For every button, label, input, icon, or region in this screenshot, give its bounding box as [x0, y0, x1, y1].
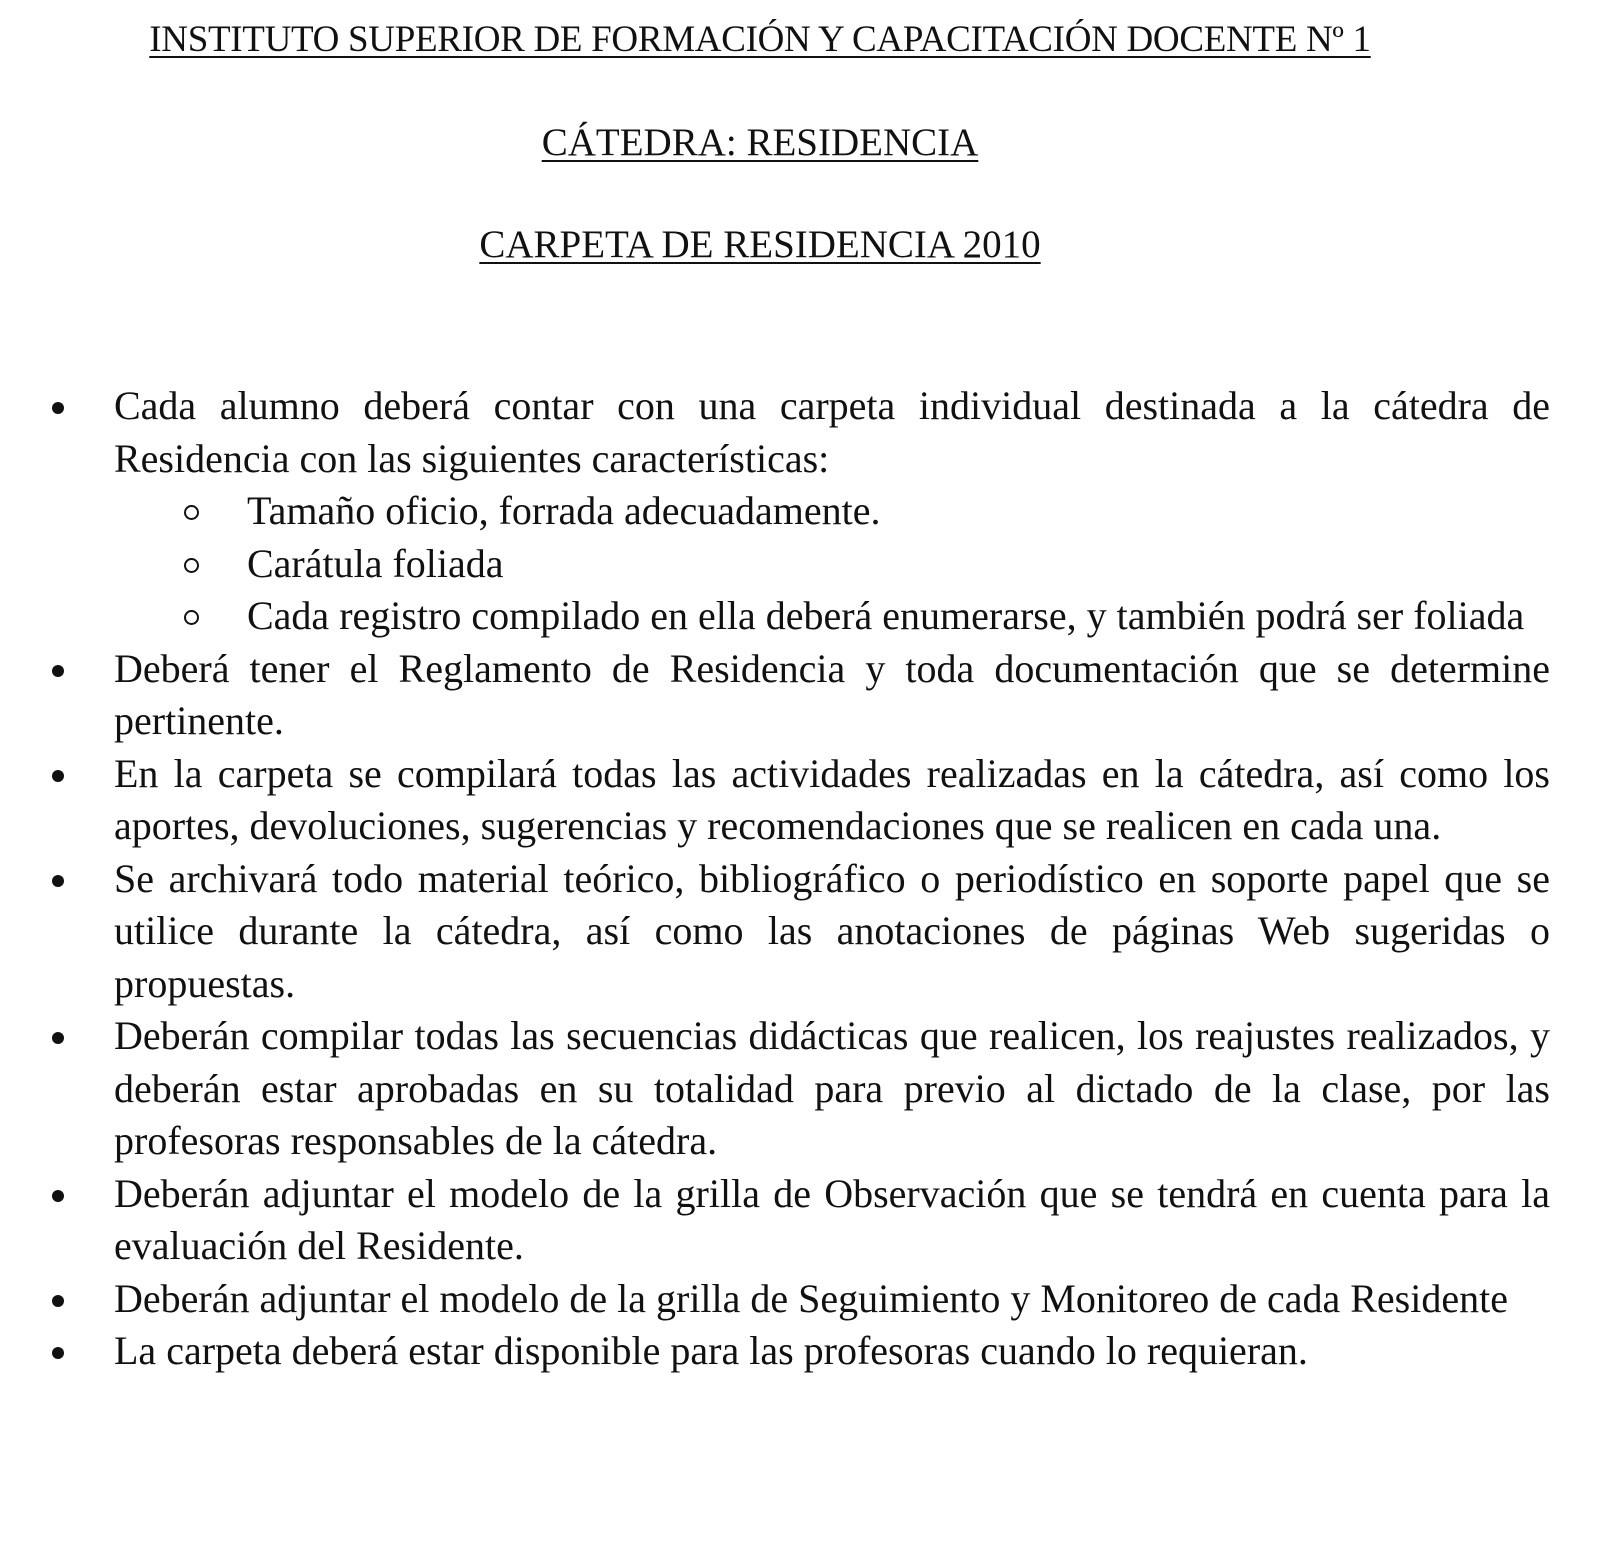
- bullet-icon: [52, 1032, 64, 1044]
- item-text: Deberán compilar todas las secuencias didácticas que realicen, los reajustes realizados, y deberán estar aprobadas en su totalidad para previo al dictado de la clase, por las profesoras responsables de la cátedra.: [114, 1013, 1550, 1163]
- document-title: CARPETA DE RESIDENCIA 2010: [479, 223, 1041, 266]
- sub-item-text: Cada registro compilado en ella deberá enumerarse, y también podrá ser foliada: [247, 593, 1525, 638]
- item-text: Cada alumno deberá contar con una carpeta individual destinada a la cátedra de Residencia con las siguientes características:: [114, 383, 1550, 481]
- sub-list-item: [114, 485, 1550, 538]
- sub-item-text: Carátula foliada: [247, 540, 504, 586]
- sub-list-item: [114, 590, 1550, 643]
- circle-bullet-icon: [184, 505, 199, 520]
- item-text: Deberán adjuntar el modelo de la grilla de Seguimiento y Monitoreo de cada Residente: [114, 1275, 1508, 1321]
- requirements-list: [0, 380, 1600, 1378]
- list-item: [0, 1325, 1550, 1378]
- institution-heading: INSTITUTO SUPERIOR DE FORMACIÓN Y CAPACITACIÓN DOCENTE Nº 1: [149, 19, 1371, 60]
- bullet-icon: [52, 770, 64, 782]
- circle-bullet-icon: [184, 558, 199, 573]
- bullet-icon: [52, 1295, 64, 1307]
- bullet-icon: [52, 1190, 64, 1202]
- subject-heading: CÁTEDRA: RESIDENCIA: [541, 121, 979, 164]
- item-text: En la carpeta se compilará todas las actividades realizadas en la cátedra, así como los aportes, devoluciones, sugerencias y recomendaciones que se realicen en cada una.: [114, 750, 1550, 848]
- list-item: [0, 1273, 1550, 1326]
- list-item: [0, 1010, 1550, 1168]
- list-item: [0, 853, 1550, 1011]
- sub-list: [114, 485, 1550, 643]
- bullet-icon: [52, 875, 64, 887]
- item-text: Deberán adjuntar el modelo de la grilla de Observación que se tendrá en cuenta para la evaluación del Residente.: [114, 1170, 1550, 1268]
- bullet-icon: [52, 1347, 64, 1359]
- item-text: Se archivará todo material teórico, bibliográfico o periodístico en soporte papel que se utilice durante la cátedra, así como las anotaciones de páginas Web sugeridas o propuestas.: [114, 855, 1550, 1006]
- list-item: [0, 1168, 1550, 1273]
- sub-item-text: Tamaño oficio, forrada adecuadamente.: [247, 488, 881, 533]
- item-text: La carpeta deberá estar disponible para las profesoras cuando lo requieran.: [114, 1328, 1308, 1373]
- list-item: [0, 748, 1550, 853]
- circle-bullet-icon: [184, 610, 199, 625]
- item-text: Deberá tener el Reglamento de Residencia y toda documentación que se determine pertinente.: [114, 645, 1550, 743]
- sub-list-item: [114, 538, 1550, 591]
- bullet-icon: [52, 665, 64, 677]
- list-item: [0, 643, 1550, 748]
- bullet-icon: [52, 402, 64, 414]
- list-item: [0, 380, 1550, 643]
